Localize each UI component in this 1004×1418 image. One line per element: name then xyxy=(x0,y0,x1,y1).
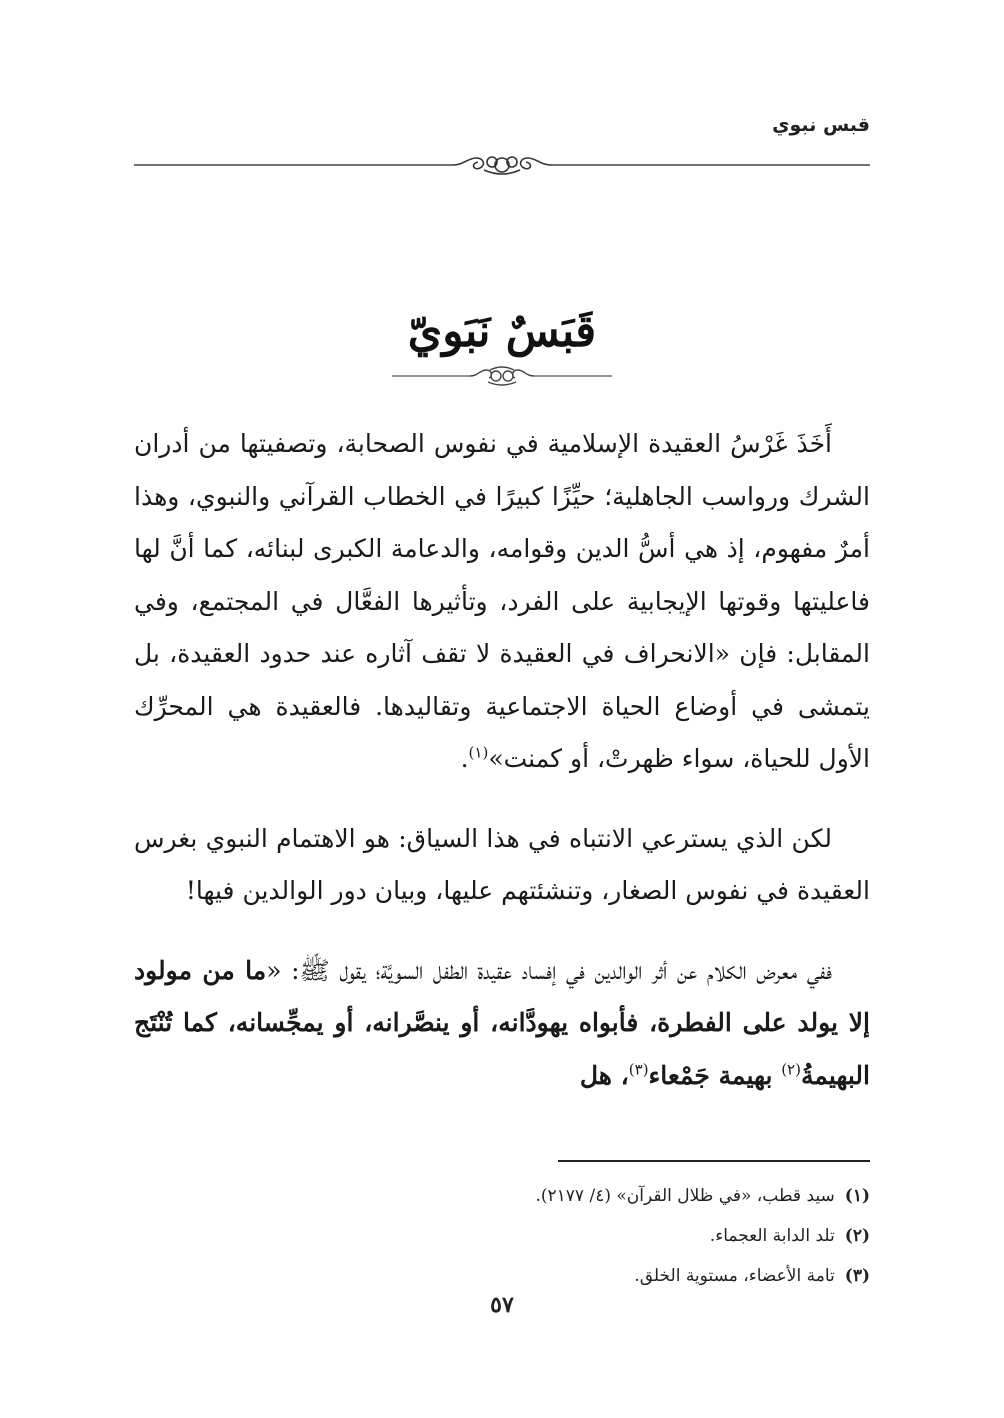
hadith-quote-part-3: ، هل xyxy=(579,1060,629,1090)
footnote-1 xyxy=(134,1176,870,1216)
footnote-2 xyxy=(134,1216,870,1256)
footnote-1-number: (١) xyxy=(844,1186,870,1206)
footnotes xyxy=(134,1176,870,1296)
paragraph-1-text: أَخَذَ غَرْسُ العقيدة الإسلامية في نفوس الصحابة، وتصفيتها من أدران الشرك ورواسب الجاهلية؛ حيِّزًا كبيرًا في الخطاب القرآني والنبوي، وهذا أمرٌ مفهوم، إذ هي أسُّ الدين وقوامه، والدعامة الكبرى لبنائه، كما أنَّ لها فاعليتها وقوتها الإيجابية على الفرد، وتأثيرها الفعَّال في المجتمع، وفي المقابل: فإن «الانحراف في العقيدة لا تقف آثاره عند حدود العقيدة، بل يتمشى في أوضاع الحياة الاجتماعية وتقاليدها. فالعقيدة هي المحرِّك الأول للحياة، سواء ظهرتْ، أو كمنت» xyxy=(134,429,870,773)
title-ornament-rule xyxy=(392,362,612,392)
chapter-title: قَبَسٌ نَبَويّ xyxy=(407,306,597,357)
footnote-separator xyxy=(558,1160,870,1162)
footnote-2-text: تلد الدابة العجماء. xyxy=(709,1226,835,1246)
running-header: قبس نبوي xyxy=(772,114,870,136)
page-number: ٥٧ xyxy=(490,1292,514,1318)
footnote-1-text: سيد قطب، «في ظلال القرآن» (٤/ ٢١٧٧). xyxy=(535,1186,835,1206)
paragraph-1 xyxy=(134,418,870,786)
footnote-3 xyxy=(134,1256,870,1296)
header-ornament-rule xyxy=(134,150,870,180)
footnote-ref-1[interactable]: (١) xyxy=(468,743,489,762)
hadith-quote-part-1: ما من مولود إلا يولد على الفطرة، فأبواه يهودَّانه، أو ينصَّرانه، أو يمجِّسانه، كما تُنْتَج البهيمةُ xyxy=(134,955,870,1090)
footnote-ref-3[interactable]: (٣) xyxy=(628,1060,649,1079)
paragraph-3 xyxy=(134,945,870,1103)
footnote-3-text: تامة الأعضاء، مستوية الخلق. xyxy=(634,1266,835,1286)
footnote-3-number: (٣) xyxy=(844,1266,870,1286)
body-text xyxy=(134,418,870,1102)
hadith-quote-part-2: بهيمة جَمْعاء xyxy=(648,1060,782,1090)
paragraph-2-text: لكن الذي يسترعي الانتباه في هذا السياق: هو الاهتمام النبوي بغرس العقيدة في نفوس الصغار، وتنشئتهم عليها، وبيان دور الوالدين فيها! xyxy=(134,823,870,905)
footnote-ref-2[interactable]: (٢) xyxy=(781,1060,801,1079)
paragraph-2 xyxy=(134,813,870,918)
paragraph-1-end: . xyxy=(460,744,469,773)
footnote-2-number: (٢) xyxy=(844,1226,870,1246)
paragraph-3-intro: ففي معرض الكلام عن أثر الوالدين في إفساد عقيدة الطفل السويَّة؛ يقول ﷺ: « xyxy=(266,955,832,985)
